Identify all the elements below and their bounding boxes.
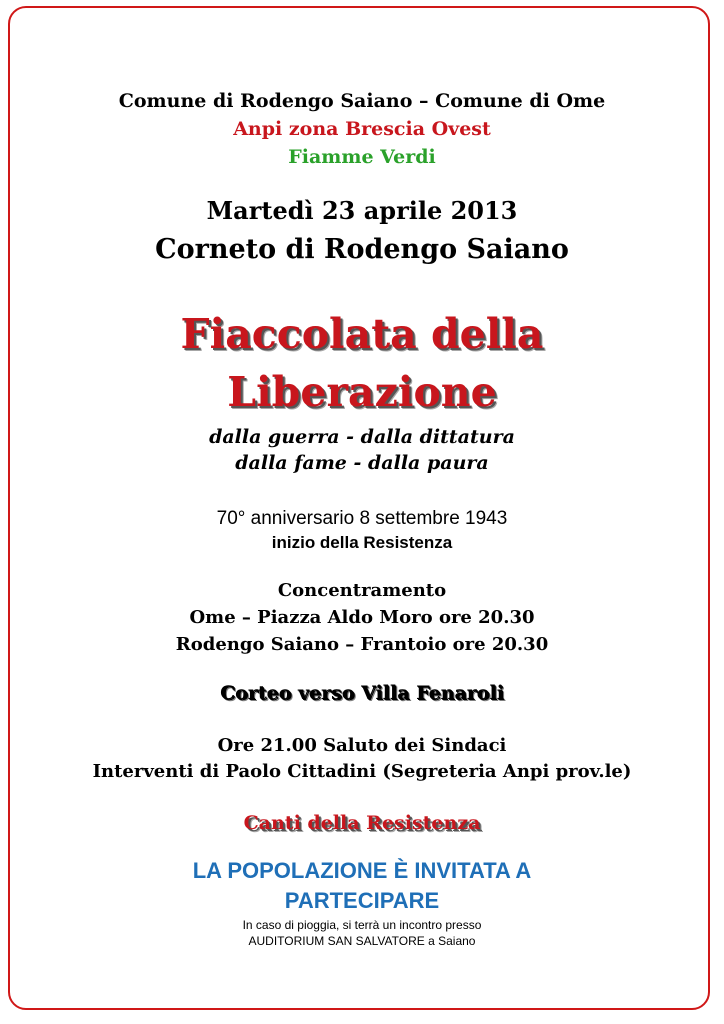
event-date: Martedì 23 aprile 2013 — [206, 196, 518, 225]
subtitle-line-2: dalla fame - dalla paura — [235, 452, 489, 474]
anpi-line: Anpi zona Brescia Ovest — [233, 118, 491, 140]
resistance-start: inizio della Resistenza — [271, 533, 453, 552]
march-line: Corteo verso Villa Fenaroli — [220, 682, 504, 704]
songs-line: Canti della Resistenza — [243, 812, 481, 834]
rain-line-1: In caso di pioggia, si terrà un incontro presso — [242, 918, 482, 932]
program-line-2: Interventi di Paolo Cittadini (Segreteria Anpi prov.le) — [92, 761, 632, 782]
event-place: Corneto di Rodengo Saiano — [155, 234, 569, 265]
gathering-rodengo: Rodengo Saiano – Frantoio ore 20.30 — [175, 634, 549, 655]
title-line-2: Liberazione — [227, 368, 497, 416]
invite-line-1: LA POPOLAZIONE È INVITATA A — [192, 858, 532, 883]
subtitle-line-1: dalla guerra - dalla dittatura — [209, 426, 515, 448]
rain-line-2: AUDITORIUM SAN SALVATORE a Saiano — [248, 934, 476, 948]
anniversary-line: 70° anniversario 8 settembre 1943 — [216, 508, 508, 529]
gathering-heading: Concentramento — [277, 580, 447, 601]
fiamme-verdi-line: Fiamme Verdi — [288, 146, 436, 168]
gathering-ome: Ome – Piazza Aldo Moro ore 20.30 — [189, 607, 535, 628]
organizers-line: Comune di Rodengo Saiano – Comune di Ome — [118, 90, 606, 112]
title-line-1: Fiaccolata della — [180, 310, 544, 358]
invite-line-2: PARTECIPARE — [284, 888, 440, 913]
program-line-1: Ore 21.00 Saluto dei Sindaci — [217, 735, 507, 756]
